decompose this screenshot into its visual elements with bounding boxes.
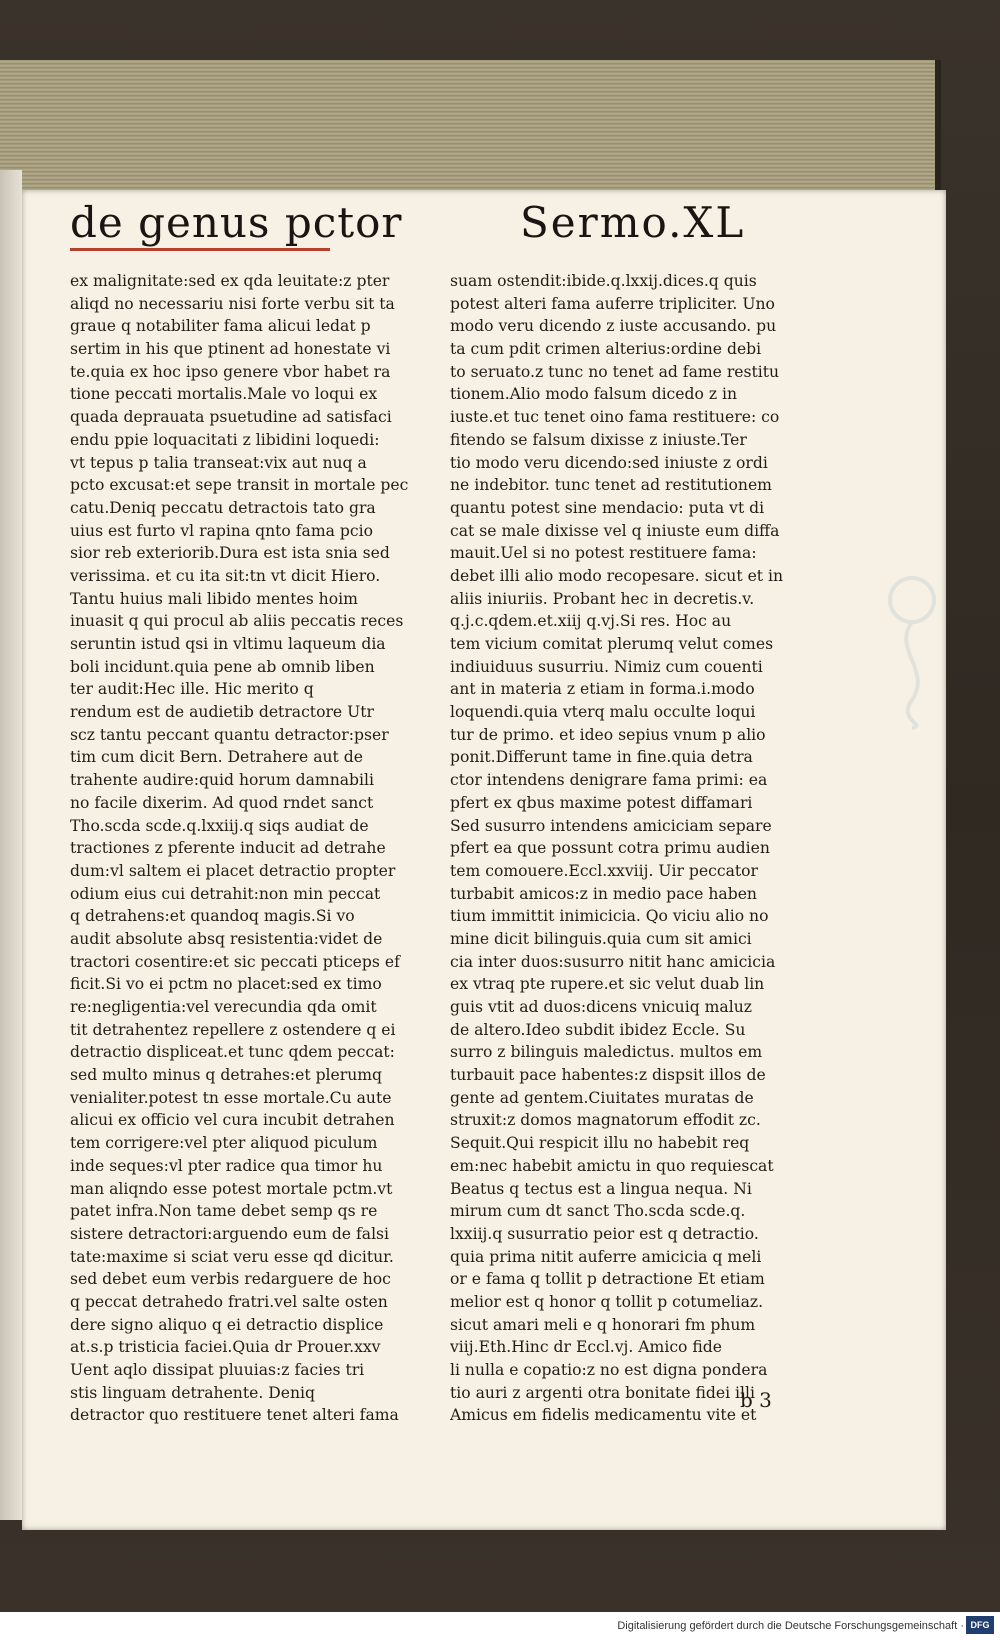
- text-line: tionem.Alio modo falsum dicedo z in: [450, 385, 738, 404]
- text-line: sed debet eum verbis redarguere de hoc: [70, 1270, 391, 1289]
- text-line: sior reb exteriorib.Dura est ista snia sed: [70, 544, 390, 563]
- text-line: li nulla e copatio:z no est digna pondera: [450, 1361, 768, 1379]
- text-line: aliis iniuriis. Probant hec in decretis.v.: [450, 589, 755, 608]
- signature-mark: b 3: [740, 1388, 772, 1412]
- text-line: surro z bilinguis maledictus. multos em: [450, 1043, 763, 1062]
- text-line: mine dicit bilinguis.quia cum sit amici: [450, 929, 752, 948]
- text-line: Tho.scda scde.q.lxxiij.q siqs audiat de: [70, 816, 369, 835]
- rubric-underline: [70, 248, 330, 251]
- text-line: or e fama q tollit p detractione Et etiam: [450, 1270, 765, 1289]
- text-line: pcto excusat:et sepe transit in mortale pec: [70, 476, 409, 495]
- text-line: melior est q honor q tollit p cotumeliaz.: [450, 1292, 764, 1311]
- text-line: seruntin istud qsi in vltimu laqueum dia: [70, 635, 386, 653]
- text-line: tio modo veru dicendo:sed iniuste z ordi: [450, 453, 768, 472]
- text-line: audit absolute absq resistentia:videt de: [70, 929, 383, 948]
- text-line: tione peccati mortalis.Male vo loqui ex: [70, 385, 378, 404]
- text-line: ant in materia z etiam in forma.i.modo: [450, 680, 755, 699]
- text-line: venialiter.potest tn esse mortale.Cu aute: [70, 1088, 392, 1107]
- text-line: sed multo minus q detrahes:et plerumq: [70, 1066, 383, 1085]
- text-line: suam ostendit:ibide.q.lxxij.dices.q quis: [450, 272, 757, 290]
- text-line: quada deprauata psuetudine ad satisfaci: [70, 408, 392, 427]
- text-line: quia prima nitit auferre amicicia q meli: [450, 1247, 762, 1266]
- text-line: graue q notabiliter fama alicui ledat p: [70, 317, 371, 336]
- text-line: guis vtit ad duos:dicens vnicuiq maluz: [450, 998, 752, 1016]
- text-line: tium immittit inimicicia. Qo viciu alio no: [450, 907, 769, 926]
- text-line: ficit.Si vo ei pctm no placet:sed ex timo: [70, 975, 382, 994]
- text-line: viij.Eth.Hinc dr Eccl.vj. Amico fide: [450, 1338, 723, 1357]
- text-line: cat se male dixisse vel q iniuste eum diffa: [450, 521, 780, 540]
- text-line: boli incidunt.quia pene ab omnib liben: [70, 657, 375, 676]
- text-line: tim cum dicit Bern. Detrahere aut de: [70, 748, 363, 767]
- text-line: q peccat detrahedo fratri.vel salte osten: [70, 1292, 388, 1311]
- text-line: rendum est de audietib detractore Utr: [70, 703, 374, 722]
- text-line: at.s.p tristicia faciei.Quia dr Prouer.xxv: [70, 1338, 381, 1357]
- text-line: ponit.Differunt tame in fine.quia detra: [450, 748, 753, 767]
- text-line: trahente audire:quid horum damnabili: [70, 771, 375, 790]
- text-line: aliqd no necessariu nisi forte verbu sit ta: [70, 294, 395, 313]
- text-line: loquendi.quia vterq malu occulte loqui: [450, 703, 756, 722]
- text-line: struxit:z domos magnatorum effodit zc.: [450, 1111, 761, 1130]
- text-line: catu.Deniq peccatu detractois tato gra: [70, 498, 376, 517]
- text-line: patet infra.Non tame debet semp qs re: [70, 1202, 378, 1221]
- text-line: tem corrigere:vel pter aliquod piculum: [70, 1134, 378, 1153]
- text-line: ter audit:Hec ille. Hic merito q: [70, 680, 314, 699]
- text-line: debet illi alio modo recopesare. sicut et in: [450, 566, 784, 585]
- text-line: endu ppie loquacitati z libidini loquedi:: [70, 430, 380, 449]
- text-line: iuste.et tuc tenet oino fama restituere: co: [450, 408, 780, 427]
- text-column-right: [450, 270, 810, 1427]
- text-line: gente ad gentem.Ciuitates muratas de: [450, 1088, 754, 1107]
- text-line: detractor quo restituere tenet alteri fama: [70, 1406, 399, 1425]
- text-line: inde seques:vl pter radice qua timor hu: [70, 1156, 383, 1175]
- text-line: re:negligentia:vel verecundia qda omit: [70, 998, 377, 1016]
- text-line: Uent aqlo dissipat pluuias:z facies tri: [70, 1361, 365, 1379]
- text-line: te.quia ex hoc ipso genere vbor habet ra: [70, 362, 391, 381]
- text-line: modo veru dicendo z iuste accusando. pu: [450, 317, 777, 336]
- text-line: q detrahens:et quandoq magis.Si vo: [70, 907, 355, 926]
- text-line: ctor intendens denigrare fama primi: ea: [450, 771, 768, 790]
- running-head-left: [70, 198, 403, 247]
- text-line: em:nec habebit amictu in quo requiescat: [450, 1156, 774, 1175]
- text-column-left: [70, 270, 430, 1427]
- text-line: verissima. et cu ita sit:tn vt dicit Hiero.: [70, 566, 381, 585]
- text-line: sertim in his que ptinent ad honestate vi: [70, 340, 391, 359]
- text-line: no facile dixerim. Ad quod rndet sanct: [70, 793, 374, 812]
- text-line: ta cum pdit crimen alterius:ordine debi: [450, 340, 762, 359]
- text-line: dere signo aliquo q ei detractio displice: [70, 1315, 384, 1334]
- text-line: scz tantu peccant quantu detractor:pser: [70, 725, 389, 744]
- text-line: odium eius cui detrahit:non min peccat: [70, 884, 381, 903]
- text-line: man aliqndo esse potest mortale pctm.vt: [70, 1179, 393, 1198]
- text-line: tur de primo. et ideo sepius vnum p alio: [450, 725, 766, 744]
- text-line: vt tepus p talia transeat:vix aut nuq a: [70, 453, 367, 472]
- watermark-icon: [877, 570, 947, 730]
- text-line: turbauit pace habentes:z dispsit illos de: [450, 1066, 766, 1085]
- text-line: uius est furto vl rapina qnto fama pcio: [70, 521, 373, 540]
- text-line: mauit.Uel si no potest restituere fama:: [450, 544, 757, 563]
- text-line: tem vicium comitat plerumq velut comes: [450, 635, 774, 653]
- text-line: tractori cosentire:et sic peccati pticeps ef: [70, 952, 400, 971]
- text-line: fitendo se falsum dixisse z iniuste.Ter: [450, 430, 747, 449]
- text-line: sicut amari meli e q honorari fm phum: [450, 1315, 756, 1334]
- text-line: to seruato.z tunc no tenet ad fame restitu: [450, 362, 780, 381]
- text-line: tractiones z pferente inducit ad detrahe: [70, 839, 386, 858]
- text-line: inuasit q qui procul ab aliis peccatis reces: [70, 612, 404, 631]
- text-line: pfert ex qbus maxime potest diffamari: [450, 793, 753, 812]
- text-line: sistere detractori:arguendo eum de falsi: [70, 1224, 390, 1243]
- text-line: Sed susurro intendens amiciciam separe: [450, 816, 772, 835]
- running-head-left-text: de genus pctor: [70, 198, 403, 247]
- text-line: indiuiduus susurriu. Nimiz cum couenti: [450, 657, 763, 676]
- text-line: stis linguam detrahente. Deniq: [70, 1383, 315, 1402]
- text-line: ne indebitor. tunc tenet ad restitutionem: [450, 476, 772, 495]
- text-line: Tantu huius mali libido mentes hoim: [70, 589, 358, 608]
- text-line: mirum cum dt sanct Tho.scda scde.q.: [450, 1202, 746, 1221]
- text-line: q.j.c.qdem.et.xiij q.vj.Si res. Hoc au: [450, 612, 732, 631]
- text-line: detractio displiceat.et tunc qdem peccat:: [70, 1043, 395, 1062]
- text-line: Beatus q tectus est a lingua nequa. Ni: [450, 1179, 752, 1198]
- text-line: potest alteri fama auferre tripliciter. Uno: [450, 294, 775, 313]
- footer-credit: Digitalisierung gefördert durch die Deutsche Forschungsgemeinschaft ·: [617, 1620, 964, 1632]
- text-line: tem comouere.Eccl.xxviij. Uir peccator: [450, 861, 758, 880]
- text-line: tit detrahentez repellere z ostendere q ei: [70, 1020, 396, 1039]
- text-line: quantu potest sine mendacio: puta vt di: [450, 498, 765, 517]
- text-line: turbabit amicos:z in medio pace haben: [450, 884, 757, 903]
- text-line: ex malignitate:sed ex qda leuitate:z pter: [70, 272, 390, 290]
- facing-page-edge: [0, 170, 22, 1520]
- text-line: de altero.Ideo subdit ibidez Eccle. Su: [450, 1020, 746, 1039]
- text-line: dum:vl saltem ei placet detractio propter: [70, 861, 396, 880]
- text-line: Sequit.Qui respicit illu no habebit req: [450, 1134, 750, 1153]
- text-line: ex vtraq pte rupere.et sic velut duab lin: [450, 975, 765, 994]
- text-line: pfert ea que possunt cotra primu audien: [450, 839, 770, 858]
- text-line: tio auri z argenti otra bonitate fidei illi: [450, 1383, 756, 1402]
- text-line: tate:maxime si sciat veru esse qd dicitur.: [70, 1247, 394, 1266]
- text-line: lxxiij.q susurratio peior est q detractio.: [450, 1224, 759, 1243]
- text-line: alicui ex officio vel cura incubit detrahen: [70, 1111, 395, 1130]
- dfg-logo: DFG: [966, 1616, 994, 1634]
- text-line: cia inter duos:susurro nitit hanc amicicia: [450, 952, 776, 971]
- text-line: Amicus em fidelis medicamentu vite et: [450, 1406, 757, 1425]
- running-head-right: Sermo.XL: [520, 198, 746, 247]
